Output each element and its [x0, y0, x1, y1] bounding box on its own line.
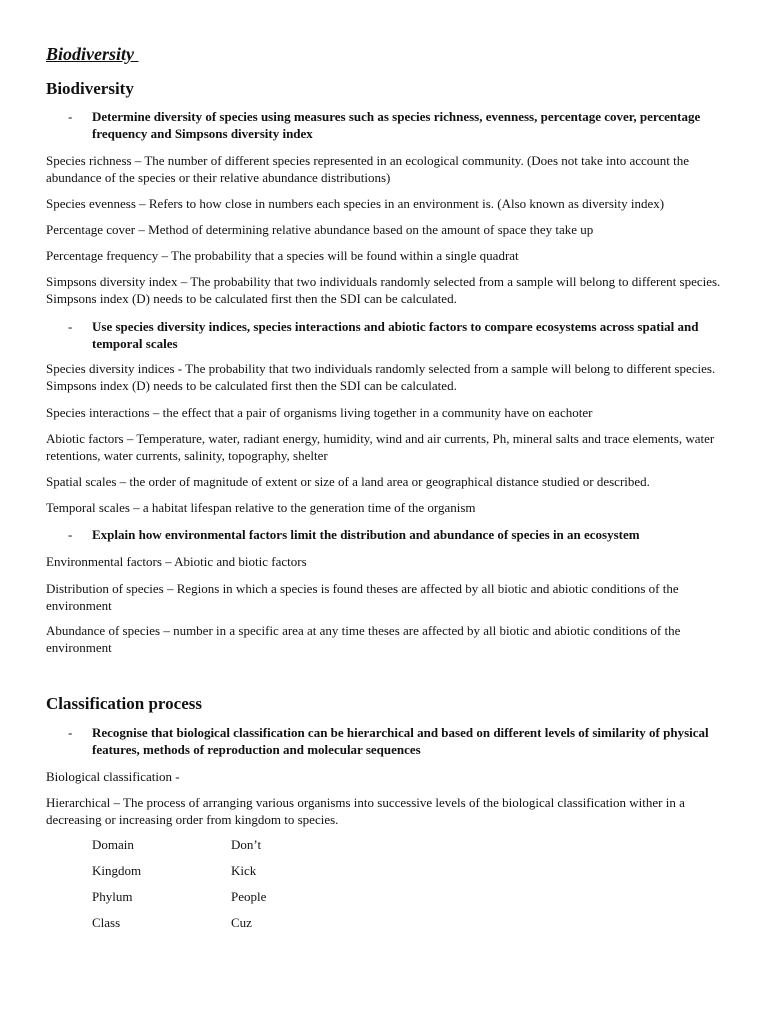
paragraph: Species richness – The number of different species represented in an ecological community. (Does not take into account the abundance of the species or their relative abundance distributions) — [46, 153, 690, 185]
section-heading-classification: Classification process — [46, 694, 202, 713]
rank-name: Domain — [92, 837, 134, 852]
bullet-dash: - — [68, 527, 73, 542]
bullet-text: Recognise that biological classification can be hierarchical and based on different levels of similarity of physical features, methods of reproduction and molecular sequences — [92, 725, 709, 757]
paragraph: Species evenness – Refers to how close in numbers each species in an environment is. (Also known as diversity index) — [46, 196, 665, 211]
rank-name: Phylum — [92, 889, 133, 904]
section-heading-biodiversity: Biodiversity — [46, 79, 134, 98]
bullet-dash: - — [68, 725, 73, 740]
paragraph: Temporal scales – a habitat lifespan relative to the generation time of the organism — [46, 500, 476, 515]
mnemonic-word: Kick — [231, 863, 257, 878]
bullet-dash: - — [68, 109, 73, 124]
paragraph: Biological classification - — [46, 769, 180, 784]
bullet-point — [68, 108, 728, 142]
paragraph: Abundance of species – number in a specific area at any time theses are affected by all biotic and abiotic conditions of the environment — [46, 623, 681, 655]
bullet-dash: - — [68, 319, 73, 334]
paragraph: Percentage cover – Method of determining relative abundance based on the amount of space they take up — [46, 222, 594, 237]
rank-name: Class — [92, 915, 121, 930]
mnemonic-word: Cuz — [231, 915, 252, 930]
mnemonic-word: Don’t — [231, 837, 262, 852]
paragraph: Percentage frequency – The probability that a species will be found within a single quadrat — [46, 248, 519, 263]
paragraph: Species interactions – the effect that a pair of organisms living together in a community have on eachoter — [46, 405, 593, 420]
paragraph: Distribution of species – Regions in which a species is found theses are affected by all biotic and abiotic conditions of the environment — [46, 581, 679, 613]
bullet-point — [68, 526, 728, 543]
bullet-text: Determine diversity of species using measures such as species richness, evenness, percentage cover, percentage frequency and Simpsons diversity index — [92, 109, 701, 141]
document-title: Biodiversity — [46, 44, 139, 64]
paragraph: Spatial scales – the order of magnitude of extent or size of a land area or geographical distance studied or described. — [46, 474, 650, 489]
bullet-point — [68, 318, 728, 352]
bullet-text: Explain how environmental factors limit the distribution and abundance of species in an ecosystem — [92, 527, 640, 542]
mnemonic-word: People — [231, 889, 267, 904]
rank-name: Kingdom — [92, 863, 142, 878]
bullet-text: Use species diversity indices, species interactions and abiotic factors to compare ecosystems across spatial and temporal scales — [92, 319, 699, 351]
paragraph: Hierarchical – The process of arranging various organisms into successive levels of the biological classification wither in a decreasing or increasing order from kingdom to species. — [46, 795, 685, 827]
paragraph: Environmental factors – Abiotic and biotic factors — [46, 554, 307, 569]
paragraph: Abiotic factors – Temperature, water, radiant energy, humidity, wind and air currents, Ph, mineral salts and trace elements, water retentions, water currents, salinity, topography, shelter — [46, 431, 715, 463]
paragraph: Simpsons diversity index – The probability that two individuals randomly selected from a sample will belong to different species. Simpsons index (D) needs to be calculated first then the SDI can be calculated. — [46, 274, 721, 306]
bullet-point — [68, 724, 728, 758]
paragraph: Species diversity indices - The probability that two individuals randomly selected from a sample will belong to different species. Simpsons index (D) needs to be calculated first then the SDI can be calculated. — [46, 361, 716, 393]
